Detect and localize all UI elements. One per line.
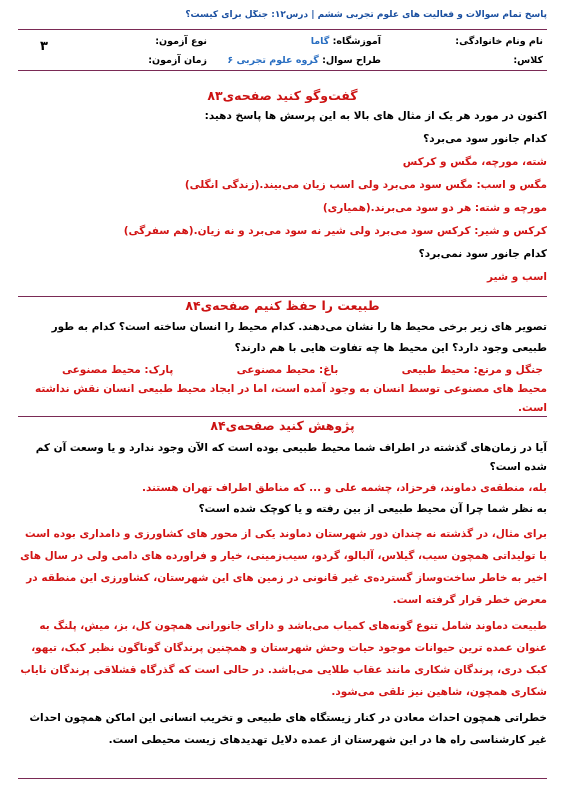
school-field — [311, 36, 381, 47]
school-value: گاما — [310, 36, 330, 47]
header-box — [18, 29, 547, 71]
section1-question1: کدام جانور سود می‌برد؟ — [423, 133, 547, 145]
section3-answer3: طبیعت دماوند شامل تنوع گونه‌های کمیاب می‌باشد و دارای جانورانی همچون کل، بز، میش، پلنگ به عنوان عمده ترین حیوانات موجود حیات وحش شهرستان و همچنین پرندگان گوناگون نظیر کبک، تیهو، کبک دری، پرندگان شکاری مانند عقاب طلایی می‌باشد. در حالی است که گذرگاه قشلاقی پرندگان نایاب شکاری همچون، شاهین نیز تلقی می‌شود. — [20, 620, 547, 698]
section2-question: تصویر های زیر برخی محیط ها را نشان می‌دهند. کدام محیط را انسان ساخته است؟ کدام به طور طبیعی وجود دارد؟ این محیط ها چه تفاوت هایی با هم دارند؟ — [51, 321, 547, 354]
class-label: کلاس: — [513, 55, 543, 66]
section1-title: گفت‌وگو کنید صفحه‌ی۸۳ — [207, 88, 358, 103]
section1-answer1: شته، مورچه، مگس و کرکس — [402, 156, 547, 168]
section1-question2: کدام جانور سود نمی‌برد؟ — [418, 248, 547, 260]
exam-type-label: نوع آزمون: — [155, 36, 207, 47]
page-number: ۳ — [40, 39, 48, 54]
designer-label: طراح سوال: — [322, 55, 381, 66]
section2-item-forest: جنگل و مرتع: محیط طبیعی — [401, 364, 543, 376]
section1-answer4: کرکس و شیر: کرکس سود می‌برد ولی شیر نه سود می‌برد و نه زیان.(هم سفرگی) — [123, 225, 547, 237]
section2-environment-list — [18, 364, 547, 376]
designer-value: گروه علوم تجربی ۶ — [227, 55, 319, 66]
page-top-title: پاسخ تمام سوالات و فعالیت های علوم تجربی ششم | درس۱۲: جنگل برای کیست؟ — [185, 10, 547, 20]
section3-question1: آیا در زمان‌های گذشته در اطراف شما محیط طبیعی بوده است که الآن وجود ندارد و یا وسعت آن کم شده است؟ — [35, 442, 547, 473]
name-label: نام ونام خانوادگی: — [455, 36, 543, 47]
section1-answer5: اسب و شیر — [486, 271, 547, 283]
footer-divider — [18, 778, 547, 779]
section2-item-garden: باغ: محیط مصنوعی — [236, 364, 339, 376]
section2-title: طبیعت را حفظ کنیم صفحه‌ی۸۴ — [185, 298, 380, 313]
section3-answer4: خطراتی همچون احداث معادن در کنار زیستگاه های طبیعی و تخریب انسانی این اماکن همچون احداث غیر کارشناسی راه ها در این شهرستان از عمده دلایل تهدیدهای زیست محیطی است. — [29, 712, 547, 746]
section2-item-park: پارک: محیط مصنوعی — [62, 364, 174, 376]
section3-question2: به نظر شما چرا آن محیط طبیعی از بین رفته و یا کوچک شده است؟ — [198, 503, 547, 515]
section1-answer3: مورچه و شته: هر دو سود می‌برند.(همیاری) — [322, 202, 547, 214]
section1-answer2: مگس و اسب: مگس سود می‌برد ولی اسب زیان می‌بیند.(زندگی انگلی) — [184, 179, 547, 191]
section3-answer2: برای مثال، در گذشته نه چندان دور شهرستان دماوند یکی از محور های کشاورزی و دامداری بوده است با تولیداتی همچون سیب، گیلاس، آلبالو، گردو، سیب‌زمینی، خیار و فراورده های دامی ولی در سال های اخیر به خاطر ساخت‌وساز گسترده‌ی غیر قانونی در زمین های این شهرستان، کشاورزی این منطقه در معرض خطر قرار گرفته است. — [20, 528, 547, 606]
section1-intro: اکنون در مورد هر یک از مثال های بالا به این پرسش ها پاسخ دهید: — [204, 110, 547, 122]
section-research — [18, 418, 547, 751]
section-divider-2 — [18, 416, 547, 417]
exam-time-label: زمان آزمون: — [148, 55, 207, 66]
section-protect-nature — [18, 298, 547, 418]
designer-field — [227, 55, 381, 66]
section-divider-1 — [18, 296, 547, 297]
section2-answer: محیط های مصنوعی توسط انسان به وجود آمده است، اما در ایجاد محیط طبیعی انسان نقش نداشته است. — [34, 383, 547, 414]
section-conversation — [18, 88, 547, 287]
section3-title: پژوهش کنید صفحه‌ی۸۴ — [210, 418, 355, 433]
school-label: آموزشگاه: — [332, 36, 381, 47]
section3-answer1: بله، منطقه‌ی دماوند، فرحزاد، چشمه علی و ... که مناطق اطراف تهران هستند. — [141, 482, 547, 494]
